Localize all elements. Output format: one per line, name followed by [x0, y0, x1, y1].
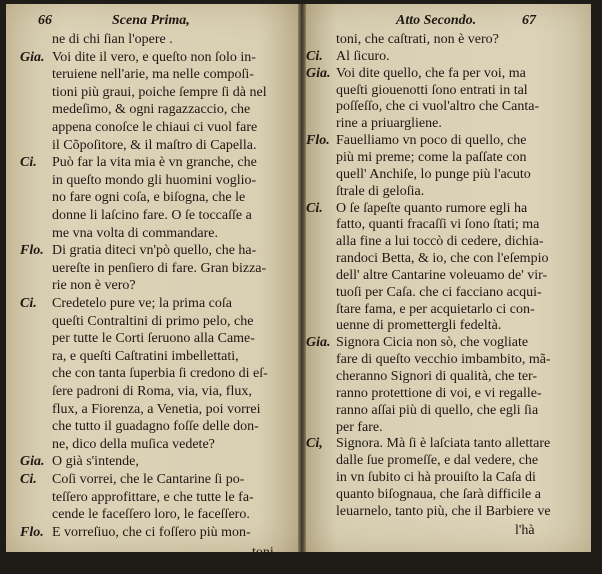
text-line: fare di queſto vecchio imbambito, mã-: [336, 352, 551, 367]
text-line: ſere padroni di Roma, via, via, flux,: [52, 384, 252, 399]
speaker-label: Ci.: [20, 296, 37, 311]
text-line: rie non è vero?: [52, 278, 136, 293]
left-catchword: toni,: [252, 545, 278, 560]
text-line: Può far la vita mia è vn granche, che: [52, 155, 257, 170]
text-line: medeſimo, & ogni ragazzaccio, che: [52, 102, 251, 117]
text-line: flux, a Fiorenza, a Venetia, poi vorrei: [52, 402, 261, 417]
speaker-label: Ci.: [306, 49, 323, 64]
text-line: per tutte le Corti ſeruono alla Came-: [52, 331, 255, 346]
text-line: Signora Cicia non sò, che vogliate: [336, 335, 529, 350]
speaker-label: Flo.: [20, 243, 44, 258]
text-line: per fare.: [336, 420, 383, 435]
text-line: il Cõpoſitore, & il maſtro di Capella.: [52, 138, 257, 153]
text-line: in vn ſubito ci hà prouiſto la Caſa di: [336, 470, 536, 485]
text-line: toni, che caſtrati, non è vero?: [336, 32, 499, 47]
text-line: rine a priuargliene.: [336, 116, 442, 131]
text-line: Voi dite quello, che fa per voi, ma: [336, 66, 526, 81]
speaker-label: Ci.: [20, 472, 37, 487]
speaker-label: Gia.: [20, 50, 45, 65]
text-line: ſtare fama, e per acquietarlo ci con-: [336, 302, 535, 317]
book-gutter: [298, 4, 306, 552]
text-line: Al ſicuro.: [336, 49, 390, 64]
text-line: Signora. Mà ſi è laſciata tanto allettare: [336, 436, 551, 451]
speaker-label: Gia.: [306, 335, 331, 350]
text-line: Fauelliamo vn poco di quello, che: [336, 133, 527, 148]
text-line: ranno aſſai più di quello, che egli ſia: [336, 403, 539, 418]
speaker-label: Ci,: [306, 436, 323, 451]
text-line: che con tanta ſuperbia ſi credono di eſ-: [52, 366, 268, 381]
text-line: teſſero approfittare, e che tutte le fa-: [52, 490, 254, 505]
text-line: poſſeſſo, che ci vuol'altro che Canta-: [336, 99, 540, 114]
left-running-head: Scena Prima,: [112, 13, 190, 28]
right-running-head: Atto Secondo.: [396, 13, 477, 28]
text-line: ranno protettione di voi, e vi regalle-: [336, 386, 542, 401]
speaker-label: Flo.: [20, 525, 44, 540]
text-line: tioni più graui, poiche ſempre ſi dà nel: [52, 85, 267, 100]
speaker-label: Flo.: [306, 133, 330, 148]
text-line: dalle ſue promeſſe, e dal vedere, che: [336, 453, 539, 468]
text-line: no fare ogni coſa, e biſogna, che le: [52, 190, 246, 205]
text-line: fatto, quanti fracaſſi vi ſono ſtati; ma: [336, 217, 540, 232]
text-line: in queſto mondo gli huomini voglio-: [52, 173, 257, 188]
text-line: che tutto il guadagno foſſe delle don-: [52, 419, 259, 434]
text-line: E vorreſiuo, che ci foſſero più mon-: [52, 525, 251, 540]
text-line: ne, dico della muſica vedete?: [52, 437, 215, 452]
text-line: teruiene nell'arie, ma nelle compoſi-: [52, 67, 254, 82]
text-line: ne di chi ſian l'opere .: [52, 32, 173, 47]
speaker-label: Gia.: [306, 66, 331, 81]
text-line: ra, e queſti Caſtratini imbellettati,: [52, 349, 239, 364]
right-page-number: 67: [522, 13, 536, 28]
text-line: quanto biſognaua, che ſarà difficile a: [336, 487, 541, 502]
text-line: dell' altre Cantarine voleuamo de' vir-: [336, 268, 548, 283]
text-line: queſti giouenotti ſono entrati in tal: [336, 83, 528, 98]
speaker-label: Ci.: [306, 201, 323, 216]
text-line: più mi preme; come la paſſate con: [336, 150, 527, 165]
text-line: leuarnelo, tanto più, che il Barbiere ve: [336, 504, 551, 519]
text-line: queſti Contraltini di primo pelo, che: [52, 314, 254, 329]
text-line: O già s'intende,: [52, 454, 139, 469]
text-line: me vna volta di commandare.: [52, 226, 218, 241]
text-line: ſtrale di geloſia.: [336, 184, 425, 199]
text-line: quell' Anchiſe, lo punge più l'acuto: [336, 167, 531, 182]
text-line: cheranno Signori di qualità, che ter-: [336, 369, 538, 384]
text-line: Di gratia diteci vn'pò quello, che ha-: [52, 243, 257, 258]
text-line: Voi dite il vero, e queſto non ſolo in-: [52, 50, 256, 65]
text-line: uereſte in penſiero di fare. Gran bizza-: [52, 261, 267, 276]
left-page-number: 66: [38, 13, 52, 28]
right-catchword: l'hà: [515, 523, 535, 538]
text-line: Credetelo pure ve; la prima coſa: [52, 296, 232, 311]
text-line: tuoſi per Caſa. che ci facciano acqui-: [336, 285, 542, 300]
text-line: alla fine a lui toccò di cedere, dichia-: [336, 234, 544, 249]
speaker-label: Gia.: [20, 454, 45, 469]
text-line: uenne di promettergli fedeltà.: [336, 318, 502, 333]
speaker-label: Ci.: [20, 155, 37, 170]
text-line: appena conoſce le chiaui ci vuol fare: [52, 120, 258, 135]
text-line: donne li laſcino fare. O ſe toccaſſe a: [52, 208, 252, 223]
text-line: Coſi vorrei, che le Cantarine ſi po-: [52, 472, 245, 487]
text-line: cende le faceſſero loro, le faceſſero.: [52, 507, 250, 522]
text-line: O ſe ſapeſte quanto rumore egli ha: [336, 201, 528, 216]
text-line: randoci Betta, & io, che con l'eſempio: [336, 251, 549, 266]
